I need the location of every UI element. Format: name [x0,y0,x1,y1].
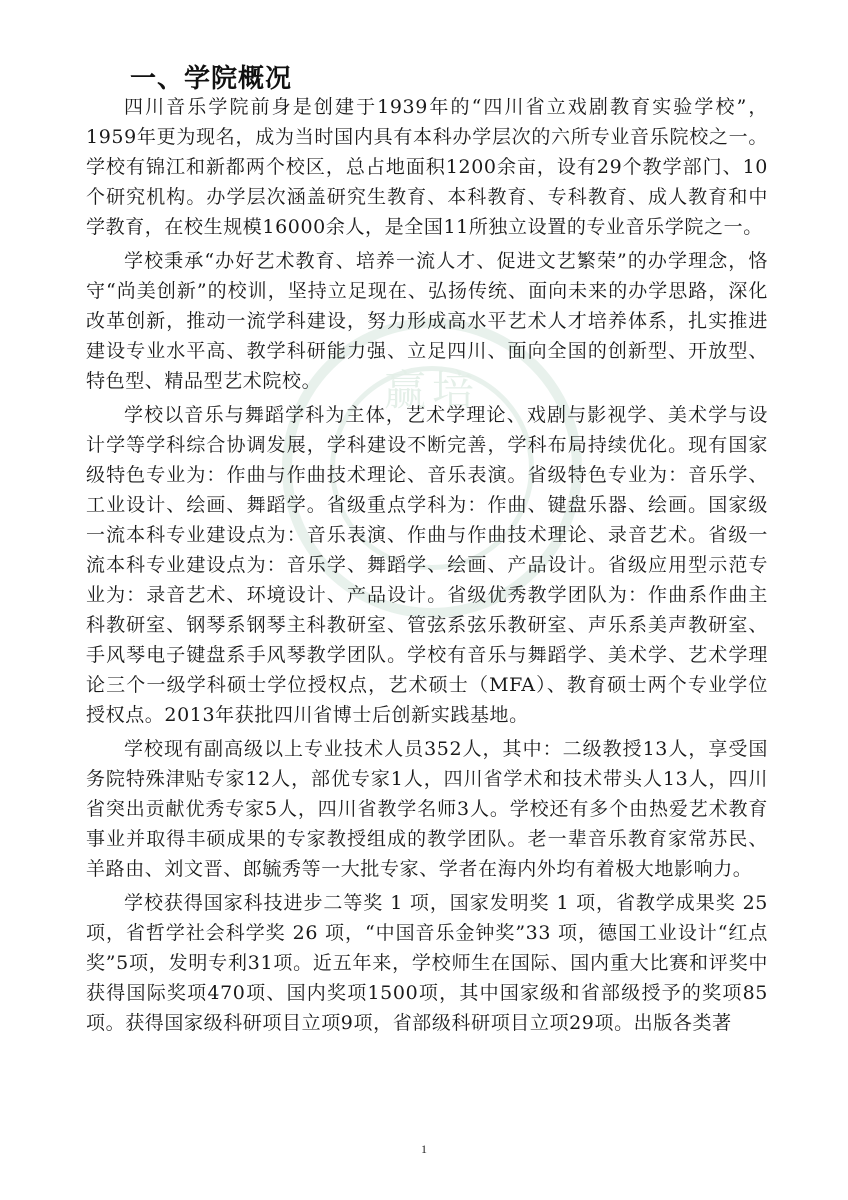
paragraph-history: 四川音乐学院前身是创建于1939年的“四川省立戏剧教育实验学校”，1959年更为现名，成为当时国内具有本科办学层次的六所专业音乐院校之一。学校有锦江和新都两个校区，总占地面积1200余亩，设有29个教学部门、10个研究机构。办学层次涵盖研究生教育、本科教育、专科教育、成人教育和中学教育，在校生规模16000余人，是全国11所独立设置的专业音乐学院之一。 [86,96,768,238]
paragraph-awards: 学校获得国家科技进步二等奖 1 项，国家发明奖 1 项，省教学成果奖 25项，省哲学社会科学奖 26 项，“中国音乐金钟奖”33 项，德国工业设计“红点奖”5项，发明专利31项。近五年来，学校师生在国际、国内重大比赛和评奖中获得国际奖项470项、国内奖项1500项，其中国家级和省部级授予的奖项85项。获得国家级科研项目立项9项，省部级科研项目立项29项。出版各类著 [86,892,768,1034]
paragraph-faculty: 学校现有副高级以上专业技术人员352人，其中：二级教授13人，享受国务院特殊津贴专家12人，部优专家1人，四川省学术和技术带头人13人，四川省突出贡献优秀专家5人，四川省教学名师3人。学校还有多个由热爱艺术教育事业并取得丰硕成果的专家教授组成的教学团队。老一辈音乐教育家常苏民、羊路由、刘文晋、郎毓秀等一大批专家、学者在海内外均有着极大地影响力。 [86,738,768,880]
paragraph-disciplines: 学校以音乐与舞蹈学科为主体，艺术学理论、戏剧与影视学、美术学与设计学等学科综合协调发展，学科建设不断完善，学科布局持续优化。现有国家级特色专业为：作曲与作曲技术理论、音乐表演。省级特色专业为：音乐学、工业设计、绘画、舞蹈学。省级重点学科为：作曲、键盘乐器、绘画。国家级一流本科专业建设点为：音乐表演、作曲与作曲技术理论、录音艺术。省级一流本科专业建设点为：音乐学、舞蹈学、绘画、产品设计。省级应用型示范专业为：录音艺术、环境设计、产品设计。省级优秀教学团队为：作曲系作曲主科教研室、钢琴系钢琴主科教研室、管弦系弦乐教研室、声乐系美声教研室、手风琴电子键盘系手风琴教学团队。学校有音乐与舞蹈学、美术学、艺术学理论三个一级学科硕士学位授权点，艺术硕士（MFA）、教育硕士两个专业学位授权点。2013年获批四川省博士后创新实践基地。 [86,404,768,726]
paragraph-philosophy: 学校秉承“办好艺术教育、培养一流人才、促进文艺繁荣”的办学理念，恪守“尚美创新”的校训，坚持立足现在、弘扬传统、面向未来的办学思路，深化改革创新，推动一流学科建设，努力形成高水平艺术人才培养体系，扎实推进建设专业水平高、教学科研能力强、立足四川、面向全国的创新型、开放型、特色型、精品型艺术院校。 [86,250,768,392]
page-number: 1 [421,1142,427,1156]
section-title: 一、学院概况 [130,64,293,94]
body-text [86,92,768,1042]
watermark-text: 赢培 [383,366,480,415]
